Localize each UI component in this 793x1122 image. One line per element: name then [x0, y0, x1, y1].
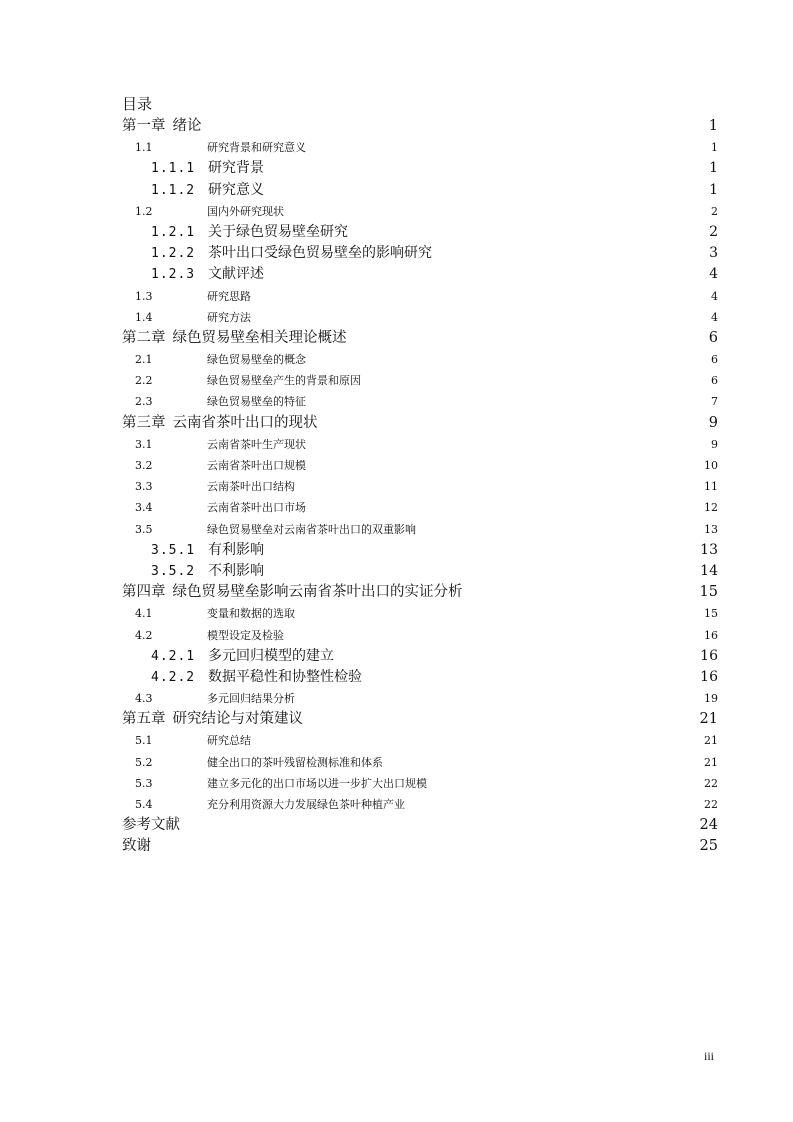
toc-entry-page: 2	[709, 223, 718, 240]
toc-entry-number: 1.2.1	[151, 224, 196, 240]
toc-dot-leader	[204, 121, 707, 130]
toc-entry-number: 5.2	[135, 755, 153, 769]
toc-dot-leader	[305, 714, 698, 723]
toc-dot-leader	[297, 482, 702, 490]
toc-dot-leader	[253, 313, 709, 321]
toc-entry-number: 第四章	[122, 584, 166, 601]
toc-entry-number: 1.1.1	[151, 161, 196, 177]
toc-dot-leader	[266, 566, 698, 575]
toc-entry-label: 绿色贸易壁垒的概念	[207, 353, 306, 367]
toc-entry[interactable]	[122, 519, 718, 540]
toc-entry[interactable]	[122, 243, 718, 264]
toc-entry[interactable]	[122, 476, 718, 497]
toc-entry-number: 第三章	[122, 414, 166, 431]
toc-entry-label: 有利影响	[208, 541, 264, 558]
toc-entry[interactable]	[122, 264, 718, 285]
toc-entry-label: 研究意义	[208, 181, 264, 198]
toc-entry[interactable]	[122, 497, 718, 518]
toc-entry-label: 文献评述	[208, 266, 264, 283]
toc-entry-number: 2.1	[135, 353, 153, 367]
toc-entry[interactable]	[122, 370, 718, 391]
toc-entry-label: 绿色贸易壁垒对云南省茶叶出口的双重影响	[207, 522, 416, 536]
toc-entry-label: 研究背景和研究意义	[207, 141, 306, 155]
toc-entry[interactable]	[122, 391, 718, 412]
toc-entry-page: 9	[708, 414, 718, 431]
toc-entry-page: 9	[711, 437, 718, 451]
toc-entry-label: 参考文献	[122, 817, 180, 834]
toc-dot-leader	[418, 525, 702, 533]
toc-entry-page: 21	[699, 711, 718, 728]
toc-entry-label: 多元回归结果分析	[207, 692, 295, 706]
toc-entry[interactable]	[122, 455, 718, 476]
toc-entry[interactable]	[122, 773, 718, 794]
toc-entry-page: 25	[699, 838, 718, 855]
toc-dot-leader	[253, 292, 709, 300]
toc-dot-leader	[407, 800, 702, 808]
toc-dot-leader	[434, 248, 707, 257]
toc-entry-label: 绿色贸易壁垒相关理论概述	[172, 329, 347, 346]
toc-entry-number: 第五章	[122, 711, 166, 728]
toc-dot-leader	[182, 820, 698, 829]
toc-entry-page: 21	[704, 734, 718, 748]
toc-entry-number: 1.4	[135, 310, 153, 324]
toc-entry[interactable]	[122, 328, 718, 349]
toc-entry[interactable]	[122, 667, 718, 688]
toc-dot-leader	[266, 185, 707, 194]
toc-entry-page: 6	[708, 329, 718, 346]
toc-entry-page: 15	[699, 584, 718, 601]
toc-entry-number: 4.2	[135, 628, 153, 642]
toc-entry[interactable]	[122, 709, 718, 730]
toc-dot-leader	[266, 545, 698, 554]
toc-entry-page: 7	[711, 395, 718, 409]
toc-entry-number: 5.3	[135, 776, 153, 790]
toc-dot-leader	[308, 503, 702, 511]
toc-dot-leader	[349, 333, 707, 342]
toc-entry[interactable]	[122, 625, 718, 646]
toc-entry-label: 健全出口的茶叶残留检测标准和体系	[207, 755, 383, 769]
toc-entry[interactable]	[122, 413, 718, 434]
toc-entry-page: 3	[709, 245, 718, 262]
toc-entry-number: 第一章	[122, 118, 166, 134]
toc-entry-page: 16	[700, 647, 718, 664]
toc-entry-label: 研究思路	[207, 289, 251, 303]
toc-dot-leader	[308, 143, 709, 151]
toc-entry-page: 13	[704, 522, 718, 536]
toc-dot-leader	[308, 440, 709, 448]
toc-entry[interactable]	[122, 158, 718, 179]
toc-entry-number: 4.3	[135, 692, 153, 706]
toc-entry-label: 不利影响	[208, 562, 264, 579]
toc-dot-leader	[253, 736, 702, 744]
toc-entry-number: 3.3	[135, 480, 153, 494]
toc-entry[interactable]	[122, 561, 718, 582]
toc-entry-label: 云南省茶叶出口市场	[207, 501, 306, 515]
toc-entry-number: 4.2.1	[151, 648, 196, 664]
toc-entry[interactable]	[122, 730, 718, 751]
toc-dot-leader	[297, 609, 702, 617]
toc-entry-page: 21	[704, 755, 718, 769]
toc-entry[interactable]	[122, 116, 718, 137]
toc-entry-number: 5.1	[135, 734, 153, 748]
toc-dot-leader	[320, 418, 707, 427]
toc-entry-page: 16	[704, 628, 718, 642]
toc-dot-leader	[364, 672, 698, 681]
toc-entry-page: 14	[700, 562, 718, 579]
toc-entry-label: 绿色贸易壁垒产生的背景和原因	[207, 374, 361, 388]
toc-entry-label: 充分利用资源大力发展绿色茶叶种植产业	[207, 798, 405, 811]
toc-entry-label: 绿色贸易壁垒影响云南省茶叶出口的实证分析	[172, 584, 463, 601]
toc-entry-number: 3.5	[135, 522, 153, 536]
toc-entry-label: 研究结论与对策建议	[172, 711, 303, 728]
toc-dot-leader	[153, 841, 698, 850]
toc-entry-number: 3.4	[135, 501, 153, 515]
toc-dot-leader	[363, 376, 709, 384]
toc-entry-page: 4	[711, 310, 718, 324]
toc-dot-leader	[308, 397, 709, 405]
toc-entry[interactable]	[122, 222, 718, 243]
toc-dot-leader	[308, 355, 709, 363]
toc-dot-leader	[297, 694, 702, 702]
toc-entry-label: 研究方法	[207, 310, 251, 324]
toc-entry-number: 1.2.2	[151, 246, 196, 262]
toc-entry-page: 16	[700, 668, 718, 685]
toc-entry[interactable]	[122, 180, 718, 201]
toc-entry-page: 10	[704, 459, 718, 472]
toc-entry[interactable]	[122, 540, 718, 561]
toc-entry-page: 2	[711, 204, 718, 218]
toc-entry-page: 1	[709, 181, 718, 198]
toc-entry[interactable]	[122, 688, 718, 709]
toc-entry-label: 多元回归模型的建立	[208, 647, 334, 664]
toc-entry-page: 19	[704, 692, 718, 706]
toc-entry-page: 1	[709, 160, 718, 177]
toc-dot-leader	[429, 779, 702, 787]
toc-dot-leader	[350, 227, 707, 236]
toc-entry-number: 2.2	[135, 374, 153, 388]
toc-entry-label: 绪论	[172, 118, 202, 134]
toc-entry-label: 建立多元化的出口市场以进一步扩大出口规模	[207, 776, 427, 790]
toc-dot-leader	[465, 587, 698, 596]
toc-entry-number: 5.4	[135, 798, 153, 811]
toc-entry-label: 茶叶出口受绿色贸易壁垒的影响研究	[208, 245, 432, 262]
toc-entry[interactable]	[122, 752, 718, 773]
toc-entry-number: 3.5.2	[151, 563, 196, 579]
toc-entry-page: 6	[711, 353, 718, 367]
toc-entry-page: 22	[704, 776, 718, 790]
toc-entry-label: 绿色贸易壁垒的特征	[207, 395, 306, 409]
toc-entry-page: 1	[711, 141, 718, 155]
toc-entry-page: 6	[711, 374, 718, 388]
toc-entry[interactable]	[122, 603, 718, 624]
table-of-contents	[122, 116, 718, 858]
toc-entry-label: 关于绿色贸易壁垒研究	[208, 223, 348, 240]
toc-entry-page: 15	[704, 607, 718, 621]
toc-entry-number: 2.3	[135, 395, 153, 409]
toc-entry[interactable]	[122, 794, 718, 815]
toc-entry[interactable]	[122, 286, 718, 307]
toc-entry-number: 1.1	[135, 141, 153, 155]
toc-entry[interactable]	[122, 201, 718, 222]
toc-entry-page: 24	[699, 817, 718, 834]
toc-entry-page: 22	[704, 798, 718, 811]
toc-entry[interactable]	[122, 307, 718, 328]
toc-entry[interactable]	[122, 349, 718, 370]
toc-entry-label: 致谢	[122, 838, 151, 855]
toc-entry[interactable]	[122, 137, 718, 158]
toc-entry-page: 12	[704, 501, 718, 515]
toc-entry-label: 云南省茶叶出口规模	[207, 459, 306, 472]
toc-entry-label: 变量和数据的选取	[207, 607, 295, 621]
toc-dot-leader	[286, 207, 709, 215]
toc-entry-label: 模型设定及检验	[207, 628, 284, 642]
toc-entry[interactable]	[122, 646, 718, 667]
toc-entry-label: 研究总结	[207, 734, 251, 748]
toc-entry-number: 第二章	[122, 329, 166, 346]
toc-entry-number: 3.1	[135, 437, 153, 451]
toc-dot-leader	[385, 758, 702, 766]
toc-dot-leader	[308, 461, 702, 469]
toc-dot-leader	[286, 631, 702, 639]
toc-entry-number: 1.2	[135, 204, 153, 218]
toc-entry[interactable]	[122, 434, 718, 455]
toc-entry-label: 国内外研究现状	[207, 204, 284, 218]
toc-entry-page: 1	[708, 118, 718, 134]
toc-entry[interactable]	[122, 836, 718, 857]
toc-entry-number: 4.1	[135, 607, 153, 621]
toc-dot-leader	[266, 269, 707, 278]
toc-dot-leader	[336, 651, 698, 660]
toc-entry-number: 3.5.1	[151, 542, 196, 558]
toc-title: 目录	[122, 95, 153, 113]
toc-entry-number: 1.1.2	[151, 182, 196, 198]
toc-entry-label: 云南省茶叶出口的现状	[172, 414, 318, 431]
toc-entry[interactable]	[122, 815, 718, 836]
toc-entry-page: 11	[704, 480, 718, 494]
toc-entry-page: 4	[709, 266, 718, 283]
toc-entry-number: 4.2.2	[151, 669, 196, 685]
toc-entry[interactable]	[122, 582, 718, 603]
toc-entry-label: 研究背景	[208, 160, 264, 177]
page-number: iii	[704, 1049, 715, 1063]
toc-dot-leader	[266, 163, 707, 172]
toc-entry-page: 13	[700, 541, 718, 558]
toc-entry-number: 3.2	[135, 459, 153, 472]
toc-entry-label: 数据平稳性和协整性检验	[208, 668, 362, 685]
toc-entry-label: 云南茶叶出口结构	[207, 480, 295, 494]
toc-entry-label: 云南省茶叶生产现状	[207, 437, 306, 451]
toc-entry-number: 1.3	[135, 289, 153, 303]
toc-entry-page: 4	[711, 289, 718, 303]
toc-entry-number: 1.2.3	[151, 267, 196, 283]
